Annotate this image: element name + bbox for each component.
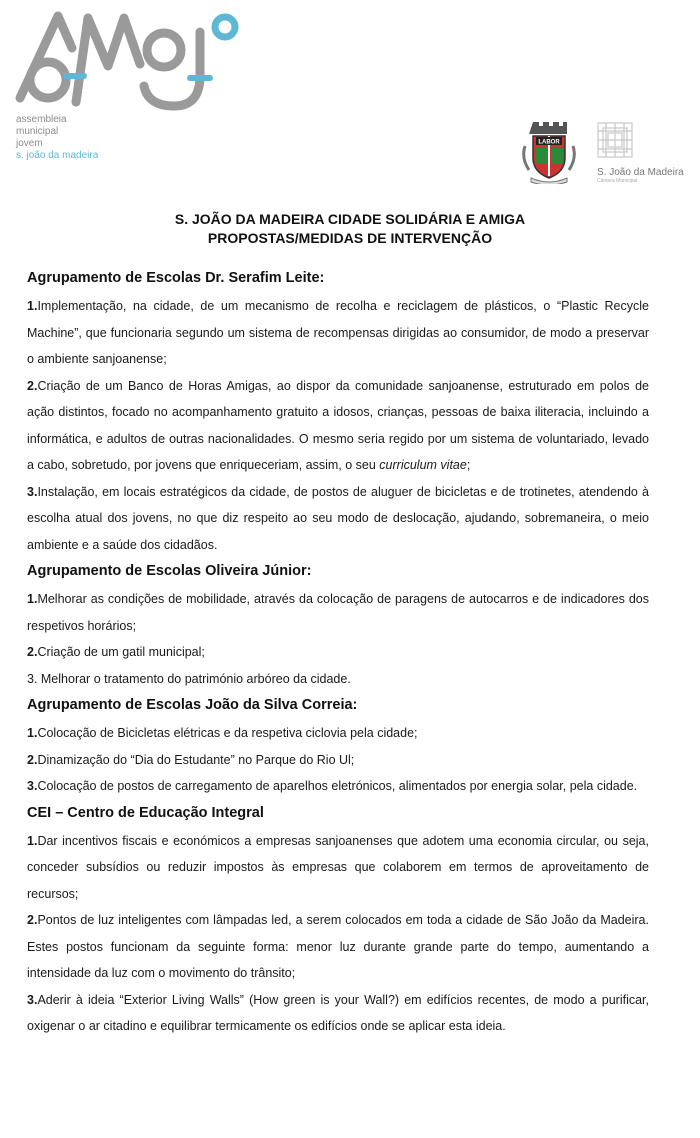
item-number: 3. bbox=[27, 992, 38, 1007]
document-body bbox=[27, 268, 649, 1040]
list-item bbox=[27, 666, 649, 693]
list-item bbox=[27, 373, 649, 479]
logo-caption bbox=[16, 114, 98, 162]
logo-line-2: municipal bbox=[16, 126, 59, 137]
item-text: Pontos de luz inteligentes com lâmpadas led, a serem colocados em toda a cidade de São João da Madeira. Estes postos funcionam da seguinte forma: menor luz durante grande parte do tempo, aumentando a intensidade da luz com o movimento do trânsito; bbox=[27, 913, 649, 980]
item-number: 1. bbox=[27, 592, 38, 606]
item-number: 2. bbox=[27, 913, 38, 927]
section-title: Agrupamento de Escolas Oliveira Júnior: bbox=[27, 563, 312, 579]
item-number: 1. bbox=[27, 833, 38, 848]
item-number: 3. bbox=[27, 779, 38, 793]
municipal-crest-icon bbox=[521, 118, 577, 184]
municipality-logo bbox=[597, 122, 687, 184]
section-title: Agrupamento de Escolas Dr. Serafim Leite: bbox=[27, 270, 325, 286]
list-item bbox=[27, 747, 649, 774]
section-title: CEI – Centro de Educação Integral bbox=[27, 804, 264, 821]
item-text: Dinamização do “Dia do Estudante” no Parque do Rio Ul; bbox=[37, 752, 355, 767]
list-item bbox=[27, 639, 649, 666]
crest-label: LABOR bbox=[538, 139, 560, 146]
logo-line-1: assembleia bbox=[16, 114, 67, 125]
list-item bbox=[27, 907, 649, 987]
item-text: Criação de um Banco de Horas Amigas, ao dispor da comunidade sanjoanense, estruturado em polos de ação distintos, focado no acompanhamento gratuito a idosos, crianças, pessoas de baixa iliteracia, incluindo a informática, e adultos de outras nacionalidades. O mesmo seria regido por um sistema de voluntariado, levado a cabo, sobretudo, por jovens que enriqueceriam, assim, o seu bbox=[27, 378, 649, 472]
item-italic-text: curriculum vitae bbox=[379, 458, 467, 472]
logo-line-3: jovem bbox=[16, 138, 43, 149]
list-item bbox=[27, 479, 649, 559]
item-text: Aderir à ideia “Exterior Living Walls” (How green is your Wall?) em edifícios recentes, de modo a purificar, oxigenar o ar citadino e equilibrar termicamente os edifícios onde se aplicar esta ideia. bbox=[27, 992, 649, 1033]
logo-city: s. joão da madeira bbox=[16, 150, 99, 161]
municipality-grid-icon bbox=[597, 122, 633, 158]
item-text: Dar incentivos fiscais e económicos a empresas sanjoanenses que adotem uma economia circular, ou seja, conceder subsídios ou reduzir impostos às empresas que colaborem em termos de aproveitamento de recursos; bbox=[27, 833, 649, 901]
item-text: Criação de um gatil municipal; bbox=[37, 645, 205, 659]
municipality-subtitle: Câmara Municipal bbox=[597, 178, 638, 184]
item-number: 2. bbox=[27, 752, 38, 767]
item-text: Implementação, na cidade, de um mecanismo de recolha e reciclagem de plásticos, o “Plastic Recycle Machine”, que funcionaria segundo um sistema de recompensas dirigidas ao consumidor, de modo a preservar o ambiente sanjoanense; bbox=[27, 299, 649, 366]
item-text: Melhorar as condições de mobilidade, através da colocação de paragens de autocarros e de indicadores dos respetivos horários; bbox=[27, 592, 649, 633]
list-item bbox=[27, 586, 649, 639]
list-item bbox=[27, 773, 649, 800]
item-number: 1. bbox=[27, 726, 38, 740]
page-header bbox=[0, 0, 700, 200]
amj-logo-icon bbox=[14, 6, 239, 114]
list-item bbox=[27, 293, 649, 373]
document-title: S. JOÃO DA MADEIRA CIDADE SOLIDÁRIA E AMIGA bbox=[174, 211, 526, 227]
list-item bbox=[27, 828, 649, 908]
list-item bbox=[27, 720, 649, 747]
municipality-name: S. João da Madeira bbox=[597, 167, 684, 178]
list-item bbox=[27, 987, 649, 1040]
item-text: Instalação, em locais estratégicos da cidade, de postos de aluguer de bicicletas e de trotinetes, atendendo à escolha atual dos jovens, no que diz respeito ao seu modo de deslocação, ajudando, sobremaneira, o meio ambiente e a saúde dos cidadãos. bbox=[27, 484, 649, 552]
item-text: Colocação de postos de carregamento de aparelhos eletrónicos, alimentados por energia solar, pela cidade. bbox=[37, 779, 638, 793]
document-title-block bbox=[0, 210, 700, 248]
item-number: 3. bbox=[27, 484, 38, 499]
item-number: 1. bbox=[27, 299, 38, 313]
item-number: 2. bbox=[27, 378, 38, 393]
item-number: 2. bbox=[27, 645, 38, 659]
item-text: Colocação de Bicicletas elétricas e da respetiva ciclovia pela cidade; bbox=[37, 726, 418, 740]
document-subtitle: PROPOSTAS/MEDIDAS DE INTERVENÇÃO bbox=[207, 230, 493, 246]
section-title: Agrupamento de Escolas João da Silva Correia: bbox=[27, 697, 358, 713]
item-tail: ; bbox=[466, 458, 471, 472]
item-text: 3. Melhorar o tratamento do património arbóreo da cidade. bbox=[27, 671, 351, 686]
